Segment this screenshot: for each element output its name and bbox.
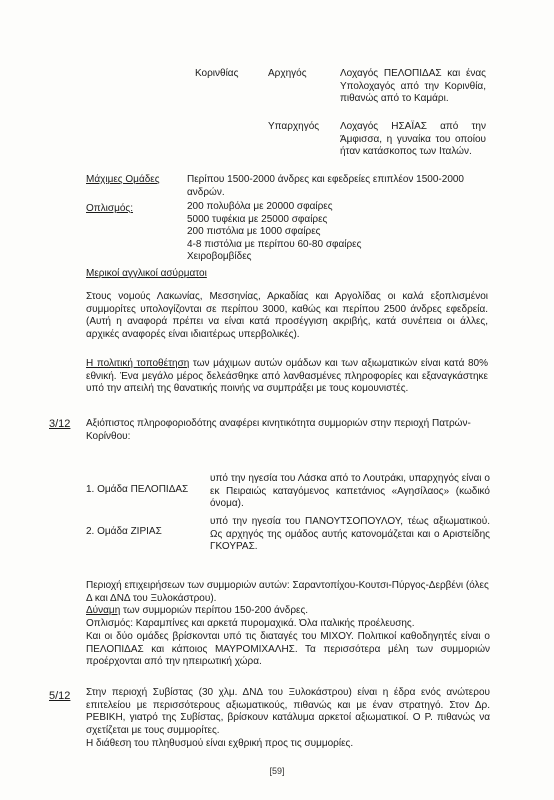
group2-label [86,526,206,539]
group2-label-text: 2. Ομάδα ΖΙΡΙΑΣ [86,526,162,537]
leader-text: Λοχαγός ΠΕΛΟΠΙΔΑΣ και ένας Υπολοχαγός από την Κορινθία, πιθανώς από το Καμάρι. [340,68,486,104]
strength-text: των συμμοριών περίπου 150-200 άνδρες. [120,605,309,616]
command-paragraph: Και οι δύο ομάδες βρίσκονται υπό τις διαταγές του ΜΙΧΟΥ. Πολιτικοί καθοδηγητές είναι ο ΠΕΛΟΠΙΔΑΣ και κάποιος ΜΑΥΡΟΜΙΧΑΛΗΣ. Τα περισσότερα μέλη των συμμοριών προέρχονται από την ηπειρωτική χώρα. [86,631,490,667]
strength-line [86,605,490,618]
leader-label [268,68,338,81]
merikoi-heading: Μερικοί αγγλικοί ασύρματοι [86,268,207,279]
date-marker-3-12 [49,418,81,431]
armament-item: Χειροβομβίδες [187,251,252,262]
machimes-label: Μάχιμες Ομάδες [86,174,160,185]
combat-groups-text: Περίπου 1500-2000 άνδρες και εφεδρείες επιπλέον 1500-2000 ανδρών. [187,174,464,198]
political-underlined: Η πολιτική τοποθέτηση [86,358,190,369]
armament-list [187,201,487,264]
armament-label [86,203,166,216]
strength-label: Δύναμη [86,605,121,616]
group1-label [86,484,206,497]
armament-item: 200 πολυβόλα με 20000 σφαίρες [187,201,333,212]
section-heading-radios [86,268,286,281]
date-3-12: 3/12 [49,418,71,430]
yparchigos-label: Υπαρχηγός [268,121,320,132]
weapons-line: Οπλισμός: Καραμπίνες και αρκετά πυρομαχικά. Όλα ιταλικής προέλευσης. [86,618,415,629]
group1-text: υπό την ηγεσία του Λάσκα από το Λουτράκι, υπαρχηγός είναι ο εκ Πειραιώς καταγόμενος καπετάνιος «Αγησίλαος» (κωδικό όνομα). [210,473,490,509]
population-line: Η διάθεση του πληθυσμού είναι εχθρική προς τις συμμορίες. [86,738,354,749]
deputy-text: Λοχαγός ΗΣΑΪΑΣ από την Άμφισσα, η γυναίκα του οποίου ήταν κατάσκοπος των Ιταλών. [340,121,486,157]
armament-item: 5000 τυφέκια με 25000 σφαίρες [187,213,328,225]
armament-item: 4-8 πιστόλια με περίπου 60-80 σφαίρες [187,238,362,250]
entry-3-12-intro: Αξιόπιστος πληροφοριοδότης αναφέρει κινητικότητα συμμοριών στην περιοχή Πατρών-Κορίνθου: [86,418,471,442]
group1-label-text: 1. Ομάδα ΠΕΛΟΠΙΔΑΣ [86,484,189,495]
combat-groups-label [86,174,181,187]
oplismos-label: Οπλισμός: [86,203,133,214]
page-number: [59] [269,766,285,776]
armament-item: 200 πιστόλια με 1000 σφαίρες [187,226,321,237]
archigos-label: Αρχηγός [268,68,307,79]
date-marker-5-12 [49,690,81,703]
date-5-12: 5/12 [49,690,71,702]
deputy-label [268,121,340,134]
paragraph-political [86,358,488,396]
korinthia-label: Κορινθίας [195,68,239,79]
political-rest: των μάχιμων αυτών ομάδων και των αξιωματικών είναι κατά 80% εθνική. Ένα μεγάλο μέρος δελεάσθηκε από λανθασμένες πληροφορίες και εξαναγκάστηκε υπό την απειλή της θανατικής ποινής να συμπράξει με τους κομουνιστές. [86,358,488,394]
entry-5-12-text: Στην περιοχή Συβίστας (30 χλμ. ΔΝΔ του Ξυλοκάστρου) είναι η έδρα ενός ανώτερου επιτελείου με περισσότερους αξιωματικούς, πιθανώς και με έναν στρατηγό. Στον Δρ. ΡΕΒΙΚΗ, γιατρό της Συβίστας, βρίσκουν κατάλυμα αρκετοί αξιωματικοί. Ο Ρ. πιθανώς να σχετίζεται με τους συμμορίτες. [86,687,490,736]
group2-text: υπό την ηγεσία του ΠΑΝΟΥΤΣΟΠΟΥΛΟΥ, τέως αξιωματικού. Ως αρχηγός της ομάδος αυτής κατονομάζεται και ο Αριστείδης ΓΚΟΥΡΑΣ. [210,516,490,552]
paragraph-radios: Στους νομούς Λακωνίας, Μεσσηνίας, Αρκαδίας και Αργολίδας οι καλά εξοπλισμένοι συμμορίτες υπολογίζονται σε περίπου 3000, καθώς και περίπου 2500 άνδρες εφεδρεία. (Αυτή η αναφορά πρέπει να είναι κατά προσέγγιση ακριβής, κατά συνέπεια οι άλλες, αρχικές αναφορές είναι ιδιαιτέρως υπερβολικές). [86,291,488,340]
region-label-korinthia [195,68,255,81]
operations-area: Περιοχή επιχειρήσεων των συμμοριών αυτών: Σαραντοπίχου-Κουτσι-Πύργος-Δερβένι (όλες Δ και ΔΝΔ του Ξυλοκάστρου). [86,580,489,604]
